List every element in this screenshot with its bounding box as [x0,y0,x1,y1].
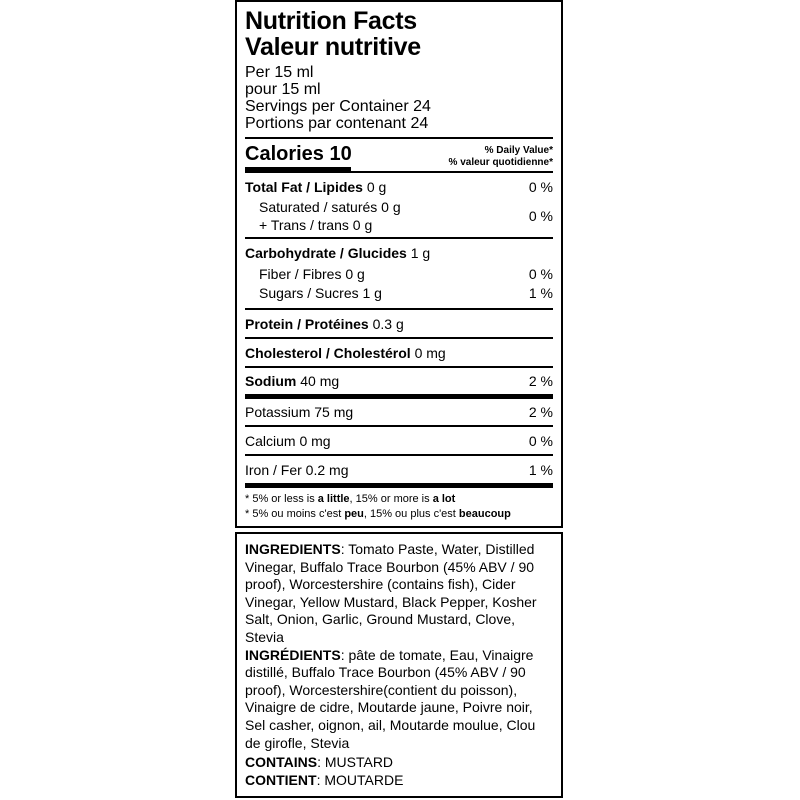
saturated-label: Saturated / saturés 0 g [259,199,401,215]
ingredients-en-text: : Tomato Paste, Water, Distilled Vinegar, Buffalo Trace Bourbon (45% ABV / 90 proof), Worcestershire (contains fish), Cider Vinegar, Yellow Mustard, Black Pepper, Kosher Salt, Onion, Garlic, Ground Mustard, Clove, Stevia [245,541,537,645]
servings-per-container-fr: Portions par contenant 24 [245,115,429,132]
ingredients-fr-text: : pâte de tomate, Eau, Vinaigre distillé, Buffalo Trace Bourbon (45% ABV / 90 proof), Worcestershire(contient du poisson), Vinaigre de cidre, Moutarde jaune, Poivre noir, Sel casher, oignon, ail, Moutarde moulue, Clou de girofle, Stevia [245,646,536,751]
footnote [245,492,553,522]
iron-label: Iron / Fer 0.2 mg [245,461,349,478]
sodium-row [245,368,553,394]
footnote-en: * 5% or less is a little, 15% or more is a lot [245,493,456,505]
calcium-label: Calcium 0 mg [245,432,331,449]
contains-en [245,754,553,772]
servings-per-container-en: Servings per Container 24 [245,98,431,115]
serving-size-fr: pour 15 ml [245,81,321,98]
protein-amount: 0.3 g [368,315,404,332]
title-en: Nutrition Facts [245,7,417,35]
daily-value-header [449,145,553,169]
sodium-dv: 2 % [528,373,553,389]
fiber-row [245,264,553,283]
sodium-label: Sodium [245,373,297,389]
cholesterol-label: Cholesterol / Cholestérol [245,344,411,361]
total-fat-amount: 0 g [362,179,387,195]
total-fat-label: Total Fat / Lipides [245,179,363,195]
footnote-fr: * 5% ou moins c'est peu, 15% ou plus c'est beaucoup [245,508,511,520]
potassium-label: Potassium 75 mg [245,404,354,420]
contains-en-text: : MUSTARD [317,754,394,771]
potassium-row [245,399,553,425]
dv-header-fr: % valeur quotidienne* [448,157,553,168]
serving-size-en: Per 15 ml [245,64,314,81]
ingredients-fr [245,647,553,753]
iron-row [245,456,553,483]
cholesterol-amount: 0 mg [410,344,446,361]
trans-label: + Trans / trans 0 g [259,217,373,233]
fiber-label: Fiber / Fibres 0 g [259,265,365,282]
fiber-dv: 0 % [528,265,553,282]
nutrition-facts-panel [235,0,563,528]
sugars-row [245,283,553,303]
thick-divider [245,483,553,488]
calories-label: Calories 10 [245,143,352,165]
iron-dv: 1 % [528,461,553,478]
total-fat-dv: 0 % [528,179,553,195]
sodium-amount: 40 mg [296,373,340,389]
contains-fr [245,772,553,790]
protein-label: Protein / Protéines [245,315,369,332]
potassium-dv: 2 % [528,404,553,420]
carbohydrate-amount: 1 g [406,245,431,261]
carbohydrate-label: Carbohydrate / Glucides [245,245,407,261]
ingredients-fr-label: INGRÉDIENTS [245,646,341,663]
contains-en-label: CONTAINS [245,754,318,771]
sugars-label: Sugars / Sucres 1 g [259,285,382,301]
contains-fr-text: : MOUTARDE [316,771,404,788]
cholesterol-row [245,339,553,366]
calcium-row [245,427,553,454]
title-fr: Valeur nutritive [245,33,421,61]
divider [245,237,553,239]
ingredients-en [245,541,553,647]
calcium-dv: 0 % [528,432,553,449]
calories-row [245,139,553,168]
ingredients-en-label: INGREDIENTS [245,541,341,557]
divider [245,171,553,173]
saturated-trans-dv: 0 % [528,208,553,224]
carbohydrate-row [245,242,553,264]
dv-header-en: % Daily Value* [484,145,553,156]
sugars-dv: 1 % [528,285,553,301]
protein-row [245,310,553,337]
contains-fr-label: CONTIENT [245,771,317,788]
total-fat-row [245,176,553,198]
saturated-trans-row [245,198,553,234]
ingredients-panel [235,532,563,798]
